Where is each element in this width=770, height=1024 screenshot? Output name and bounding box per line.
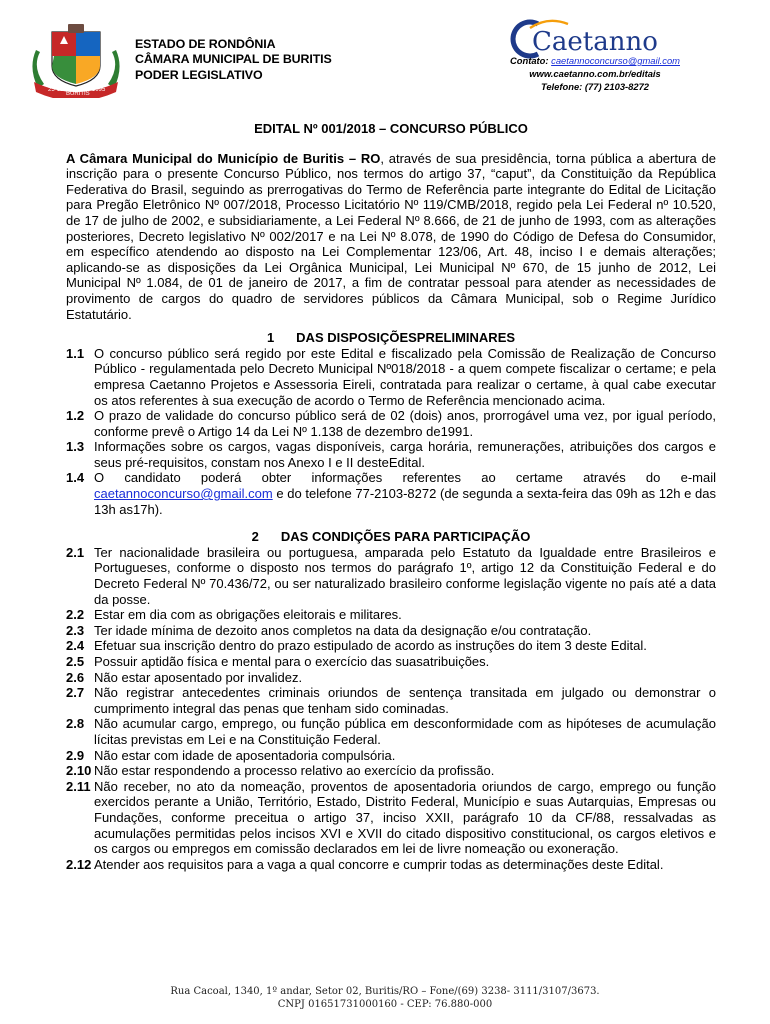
institution-line-state: ESTADO DE RONDÔNIA — [135, 37, 276, 51]
contact-email-line — [470, 54, 720, 67]
list-item: 2.3 Ter idade mínima de dezoito anos completos na data da designação e/ou contratação. — [66, 622, 592, 638]
list-item: 2.9 Não estar com idade de aposentadoria compulsória. — [66, 747, 396, 763]
section-2-heading: 2 DAS CONDIÇÕES PARA PARTICIPAÇÃO — [251, 529, 531, 545]
list-item: 1.2 O prazo de validade do concurso público será de 02 (dois) anos, prorrogável uma vez, por igual período, conforme prevê o Artigo 14 da Lei Nº 1.138 de dezembro de1991. — [66, 408, 716, 439]
footer-cnpj: CNPJ 01651731000160 - CEP: 76.880-000 — [277, 999, 493, 1011]
list-item: 2.2 Estar em dia com as obrigações eleitorais e militares. — [66, 607, 402, 623]
logo-wordmark: Caetanno — [532, 27, 658, 57]
list-item: 2.1 Ter nacionalidade brasileira ou portuguesa, amparada pelo Estatuto da Igualdade entre Brasileiros e Portugueses, conforme o disposto nos termos do parágrafo 1º, artigo 12 da Constituição Federal e do Decreto Federal Nº 70.436/72, ou ser naturalizado brasileiro conforme legislação vigente no país até a data da posse. — [66, 544, 716, 607]
intro-text: , através de sua presidência, torna pública a abertura de inscrição para o presente Concurso Público, nos termos do artigo 37, “caput”, da Constituição da República Federativa do Brasil, seguindo as prerrogativas do Termo de Referência parte integrante do Edital de Licitação para Pregão Eletrônico Nº 007/2018, Processo Licitatório Nº 119/CMB/2018, regido pela Lei Federal nº 10.520, de 17 de julho de 2002, e subsidiariamente, a Lei Federal Nº 8.666, de 21 de junho de 1993, com as alterações posteriores, Decreto legislativo Nº 002/2017 e na Lei Nº 8.078, de 1990 do Código de Defesa do Consumidor, em específico atendendo ao disposto na Lei Complementar 123/06, Art. 48, inciso I e demais alterações; aplicando-se as disposições da Lei Orgânica Municipal, Lei Municipal Nº 670, de 15 junho de 2012, Lei Municipal Nº 1.084, de 01 de janeiro de 2017, a fim de contratar pessoal para atender as necessidades de provimento de cargos do quadro de servidores públicos da Câmara Municipal, sob o Regime Jurídico Estatutário. — [66, 150, 716, 322]
institution-line-power: PODER LEGISLATIVO — [135, 67, 263, 82]
list-item: 1.3 Informações sobre os cargos, vagas disponíveis, carga horária, remunerações, atribuições dos cargos e seus pré-requisitos, constam nos Anexo I e II desteEdital. — [66, 439, 716, 470]
list-item: 2.10 Não estar respondendo a processo relativo ao exercício da profissão. — [66, 763, 495, 779]
list-item: 2.7 Não registrar antecedentes criminais oriundos de sentença transitada em julgado ou demonstrar o cumprimento integral das penas que tenham sido cominadas. — [66, 685, 716, 716]
contact-label: Contato: — [510, 55, 549, 66]
list-item: 2.8 Não acumular cargo, emprego, ou função pública em desconformidade com as hipóteses de acumulação lícitas previstas em Lei e na Constituição Federal. — [66, 716, 716, 747]
contact-phone: Telefone: (77) 2103-8272 — [540, 81, 650, 93]
list-item: 2.11 Não receber, no ato da nomeação, proventos de aposentadoria oriundos de cargo, emprego ou função exercidos perante a União, Território, Estado, Distrito Federal, Município e suas Autarquias, Empresas ou Fundações, conforme preceitua o artigo 37, inciso XXII, parágrafo 10 da CF/88, ressalvadas as acumulações permitidas pelos incisos XVI e XVII do citado dispositivo constitucional, os cargos eletivos e os cargos ou empregos em comissão declarados em lei de livre nomeação ou exoneração. — [66, 778, 716, 857]
contact-email-link[interactable]: caetannoconcurso@gmail.com — [551, 55, 680, 66]
intro-paragraph — [66, 151, 716, 323]
contact-block — [470, 54, 720, 94]
intro-bold: A Câmara Municipal do Município de Buritis – RO — [66, 150, 381, 166]
list-item: 1.4 O candidato poderá obter informações referentes ao certame através do e-mail caetannoconcurso@gmail.com e do telefone 77-2103-8272 (de segunda a sexta-feira das 09h as 12h e das 13h as17h). — [66, 470, 716, 517]
list-item: 2.6 Não estar aposentado por invalidez. — [66, 669, 303, 685]
email-link[interactable]: caetannoconcurso@gmail.com — [94, 486, 273, 502]
list-item: 1.1 O concurso público será regido por este Edital e fiscalizado pela Comissão de Realização de Concurso Público - regulamentada pelo Decreto Municipal Nº018/2018 - a quem compete fiscalizar o certame; e pela empresa Caetanno Projetos e Assessoria Eireli, contratada para realizar o certame, à qual cabe executar os atos referentes à sua execução de acordo o Termo de Referência mencionado acima. — [66, 345, 716, 408]
contact-website: www.caetanno.com.br/editais — [529, 68, 661, 80]
list-item: 2.4 Efetuar sua inscrição dentro do prazo estipulado de acordo as instruções do item 3 deste Edital. — [66, 638, 647, 654]
edital-body — [66, 121, 716, 872]
crest-ribbon-text: BURITIS — [66, 91, 90, 97]
edital-title: EDITAL Nº 001/2018 – CONCURSO PÚBLICO — [254, 121, 528, 136]
page-footer — [0, 985, 770, 1012]
footer-address: Rua Cacoal, 1340, 1º andar, Setor 02, Buritis/RO – Fone/(69) 3238- 3111/3107/3673. — [170, 986, 600, 997]
institution-line-chamber: CÂMARA MUNICIPAL DE BURITIS — [135, 52, 332, 67]
institution-name — [135, 37, 332, 83]
list-item: 2.12 Atender aos requisitos para a vaga a qual concorre e cumprir todas as determinações deste Edital. — [66, 856, 664, 872]
section-1-heading: 1 DAS DISPOSIÇÕESPRELIMINARES — [266, 330, 516, 346]
list-item: 2.5 Possuir aptidão física e mental para o exercício das suasatribuições. — [66, 654, 490, 669]
crest-left-year: 25·12 — [48, 87, 64, 93]
crest-right-year: 1995 — [92, 87, 106, 93]
municipal-crest-icon — [30, 22, 122, 98]
